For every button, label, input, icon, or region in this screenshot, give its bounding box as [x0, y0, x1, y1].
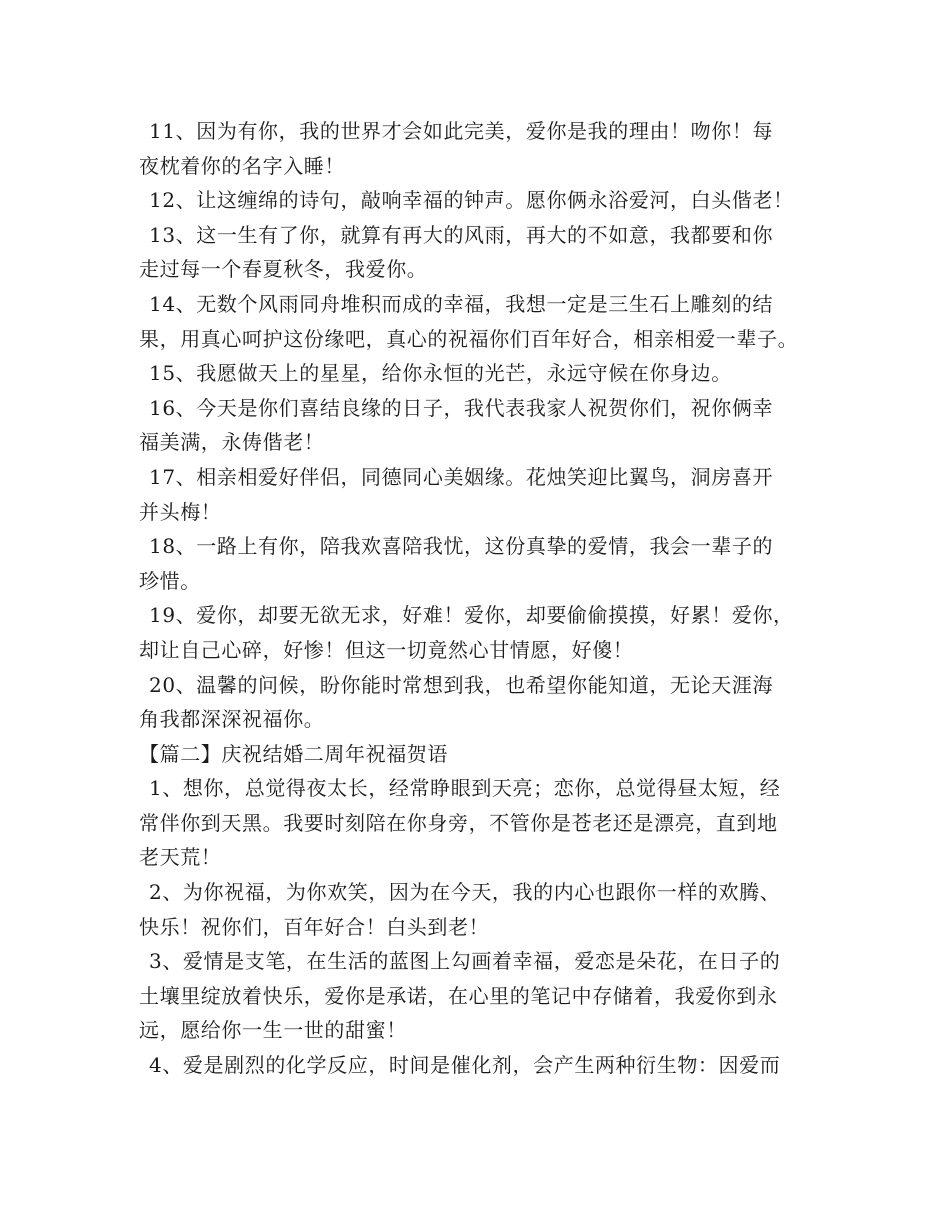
text-line: 14、无数个风雨同舟堆积而成的幸福，我想一定是三生石上雕刻的结	[149, 291, 774, 316]
text-line: 果，用真心呵护这份缘吧，真心的祝福你们百年好合，相亲相爱一辈子。	[139, 326, 799, 351]
text-line: 1、想你，总觉得夜太长，经常睁眼到天亮；恋你，总觉得昼太短，经	[149, 776, 781, 801]
text-line: 3、爱情是支笔，在生活的蓝图上勾画着幸福，爱恋是朵花，在日子的	[149, 949, 781, 974]
text-line: 福美满，永俦偕老！	[139, 430, 325, 455]
text-line: 11、因为有你，我的世界才会如此完美，爱你是我的理由！吻你！每	[149, 119, 774, 143]
text-line: 珍惜。	[139, 568, 201, 593]
text-line: 19、爱你，却要无欲无求，好难！爱你，却要偷偷摸摸，好累！爱你，	[149, 603, 794, 628]
text-line: 16、今天是你们喜结良缘的日子，我代表我家人祝贺你们，祝你俩幸	[149, 395, 774, 420]
text-line: 走过每一个春夏秋冬，我爱你。	[139, 257, 428, 282]
text-line: 17、相亲相爱好伴侣，同德同心美姻缘。花烛笑迎比翼鸟，洞房喜开	[149, 464, 774, 489]
text-line: 快乐！祝你们，百年好合！白头到老！	[139, 914, 490, 939]
text-line: 角我都深深祝福你。	[139, 707, 325, 732]
text-line: 远，愿给你一生一世的甜蜜！	[139, 1018, 407, 1043]
text-line: 夜枕着你的名字入睡！	[139, 153, 345, 178]
text-line: 却让自己心碎，好惨！但这一切竟然心甘情愿，好傻！	[139, 637, 634, 662]
document-body	[139, 114, 829, 1083]
text-line: 土壤里绽放着快乐，爱你是承诺，在心里的笔记中存储着，我爱你到永	[139, 983, 778, 1008]
text-line: 并头梅！	[139, 499, 222, 524]
text-line: 18、一路上有你，陪我欢喜陪我忧，这份真挚的爱情，我会一辈子的	[149, 534, 774, 559]
text-line: 4、爱是剧烈的化学反应，时间是催化剂，会产生两种衍生物：因爱而	[149, 1053, 781, 1078]
text-line: 20、温馨的问候，盼你能时常想到我，也希望你能知道，无论天涯海	[149, 672, 774, 697]
text-line: 12、让这缠绵的诗句，敲响幸福的钟声。愿你俩永浴爱河，白头偕老！	[149, 188, 794, 213]
section-heading: 【篇二】庆祝结婚二周年祝福贺语	[139, 741, 448, 766]
text-line: 15、我愿做天上的星星，给你永恒的光芒，永远守候在你身边。	[149, 361, 732, 386]
text-line: 常伴你到天黑。我要时刻陪在你身旁，不管你是苍老还是漂亮，直到地	[139, 810, 778, 835]
text-line: 老天荒！	[139, 845, 222, 870]
text-line: 2、为你祝福，为你欢笑，因为在今天，我的内心也跟你一样的欢腾、	[149, 880, 781, 905]
text-line: 13、这一生有了你，就算有再大的风雨，再大的不如意，我都要和你	[149, 222, 774, 247]
